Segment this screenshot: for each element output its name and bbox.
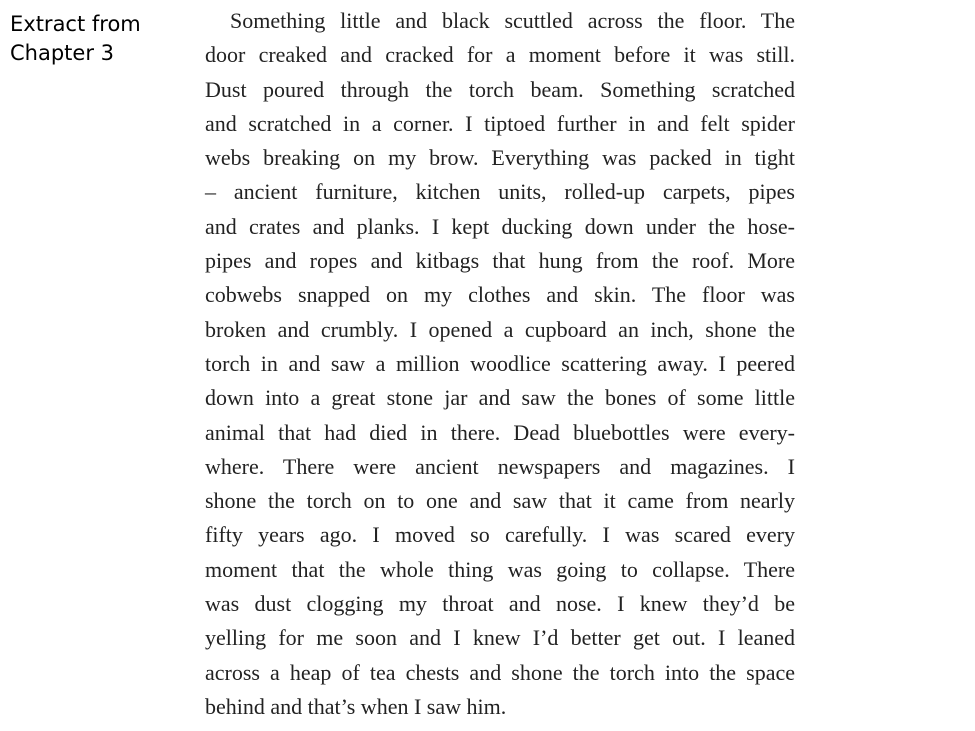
text-line: door creaked and cracked for a moment before it was still. [205,42,795,68]
text-line: cobwebs snapped on my clothes and skin. The floor was [205,282,795,308]
extract-text [205,4,795,724]
caption-line-1: Extract from [10,12,141,36]
text-line: torch in and saw a million woodlice scattering away. I peered [205,350,795,376]
extract-caption [10,10,180,68]
text-line: across a heap of tea chests and shone the torch into the space [205,659,795,685]
text-line: – ancient furniture, kitchen units, rolled-up carpets, pipes [205,179,795,205]
text-line: and crates and planks. I kept ducking down under the hose- [205,213,795,239]
text-line: was dust clogging my throat and nose. I knew they’d be [205,591,795,617]
text-line: Dust poured through the torch beam. Something scratched [205,76,795,102]
text-line: yelling for me soon and I knew I’d better get out. I leaned [205,625,795,651]
text-line: fifty years ago. I moved so carefully. I was scared every [205,522,795,548]
text-line: broken and crumbly. I opened a cupboard an inch, shone the [205,316,795,342]
text-line: down into a great stone jar and saw the bones of some little [205,385,795,411]
text-line: Something little and black scuttled across the floor. The [230,8,795,33]
text-line: pipes and ropes and kitbags that hung from the roof. More [205,248,795,274]
text-line: moment that the whole thing was going to collapse. There [205,556,795,582]
text-line: where. There were ancient newspapers and magazines. I [205,453,795,479]
text-line: shone the torch on to one and saw that it came from nearly [205,488,795,514]
text-line: animal that had died in there. Dead bluebottles were every- [205,419,795,445]
caption-line-2: Chapter 3 [10,41,114,65]
text-line: webs breaking on my brow. Everything was packed in tight [205,145,795,171]
text-line: and scratched in a corner. I tiptoed further in and felt spider [205,110,795,136]
text-line: behind and that’s when I saw him. [205,693,507,719]
